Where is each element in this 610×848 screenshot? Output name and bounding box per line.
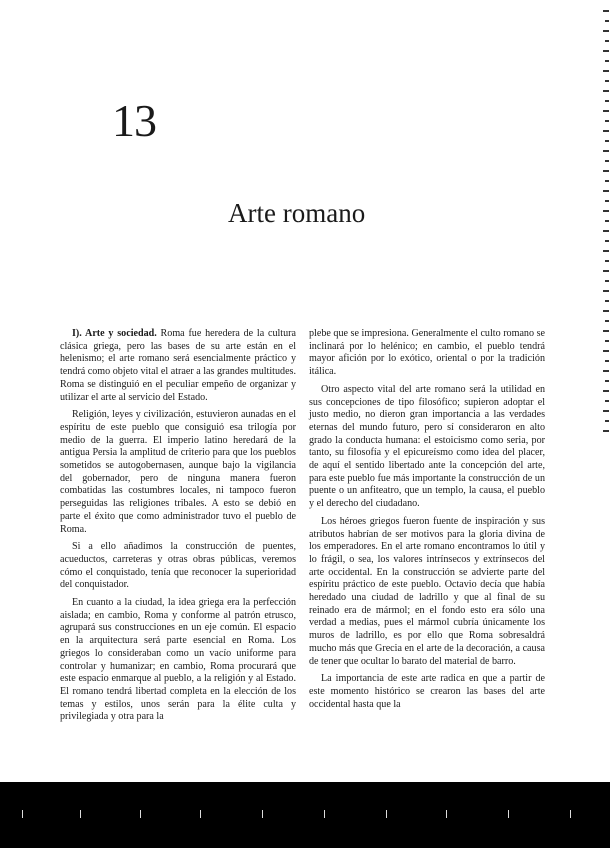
left-column	[60, 328, 296, 729]
paragraph-importancia: La importancia de este arte radica en que a partir de este momento histórico se crearon las bases del arte occidental hasta que la	[309, 673, 545, 710]
paragraph-utilidad: Otro aspecto vital del arte romano será la utilidad en sus concepciones de tipo filosófico; supieron adoptar el justo medio, no dieron gran importancia a las verdades eternas del mundo futuro, pero sí consideraron en alto grado la conducta humana: el estoicismo como seria, por tanto, su filosofía y el epicureísmo como idea del placer, de aquí el sentido libertado ante la concepción del arte, para este pueblo fue más importante la construcción de un puente o un anfiteatro, que un templo, la causa, el pueblo y el derecho del ciudadano.	[309, 383, 545, 510]
paragraph-obras-publicas: Si a ello añadimos la construcción de puentes, acueductos, carreteras y otras obras públicas, veremos cómo el conquistado, tenía que reconocer la superioridad del conquistador.	[60, 541, 296, 591]
chapter-title: Arte romano	[228, 198, 366, 228]
paragraph-ciudad: En cuanto a la ciudad, la idea griega era la perfección aislada; en cambio, Roma y conforme al patrón etrusco, agrupará sus construcciones en un eje común. El espacio en la arquitectura será parte esencial en Roma. Los griegos lo consideraban como un vacío uniforme para controlar y humanizar; en cambio, Roma procurará que este espacio enmarque al pueblo, a la religión y al Estado. El romano tendrá libertad completa en la elección de los temas y estilos, unos serán para la élite culta y privilegiada y otra para la	[60, 597, 296, 723]
scan-bottom-border	[0, 782, 610, 848]
paragraph-plebe: plebe que se impresiona. Generalmente el culto romano se inclinará por lo helénico; en cambio, el pueblo tendrá mayor afición por lo exótico, oriental o por la tradición itálica.	[309, 328, 545, 378]
right-column	[309, 328, 545, 716]
paragraph-text: Roma fue heredera de la cultura clásica griega, pero las bases de su arte están en el helenismo; el arte romano será esencialmente práctico y tendrá como objeto vital el atraer a las grandes multitudes. Roma se distinguió en el peculiar empeño de organizar y utilizar el arte al servicio del Estado.	[60, 328, 297, 403]
chapter-number: 13	[112, 95, 156, 146]
paragraph-heroes-griegos: Los héroes griegos fueron fuente de inspiración y sus atributos habrían de ser motivos para la gloria divina de los emperadores. En el arte romano encontramos lo útil y lo frágil, o sea, los valores intrínsecos y extrínsecos del arte occidental. En la construcción se advierte parte del espíritu práctico de este pueblo. Octavio decía que había heredado una ciudad de ladrillo y que al final de su reinado era de mármol; en el fondo esto era sólo una verdad a medias, pues el mármol cubría únicamente los muros de ladrillo, es por ello que Roma sobresaldrá mucho más que Grecia en el arte de la decoración, a causa de tener que ocultar lo barato del material de barro.	[309, 515, 545, 667]
section-heading: I). Arte y sociedad.	[72, 328, 157, 339]
paragraph-religion: Religión, leyes y civilización, estuvieron aunadas en el espíritu de este pueblo que consiguió esa trilogía por medio de la guerra. El imperio latino heredará de la antigua Persia la amplitud de criterio para que los pueblos sometidos se autogobernasen, aunque bajo la vigilancia del gobernador, pero de ninguna manera fueron combatidas las costumbres locales, ni tampoco fueron perseguidas las religiones tribales. A esto se debió en parte el éxito que como administrador tuvo el pueblo de Roma.	[60, 409, 296, 535]
paragraph-arte-y-sociedad	[60, 328, 296, 404]
scan-edge-marks	[600, 10, 610, 440]
